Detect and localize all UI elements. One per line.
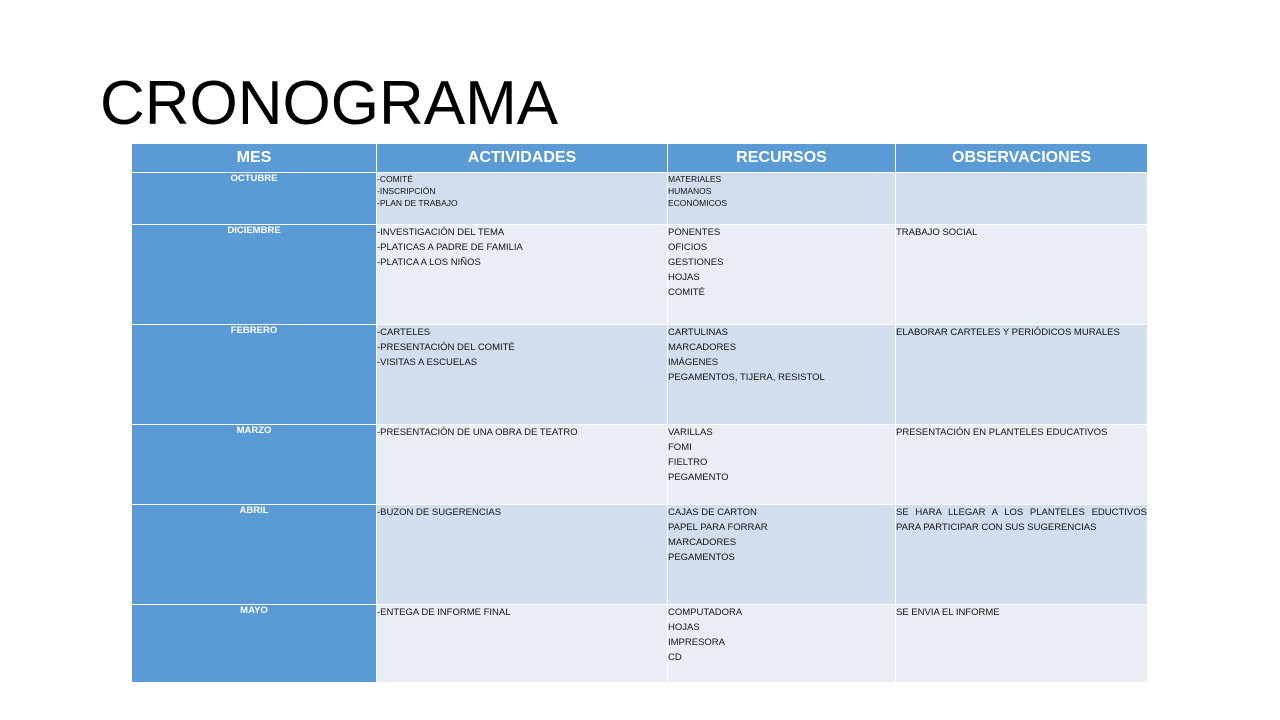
observations-cell: ELABORAR CARTELES Y PERIÓDICOS MURALES — [896, 325, 1148, 425]
resource-item: OFICIOS — [668, 242, 708, 253]
activity-item: -INSCRIPCIÓN — [377, 186, 436, 196]
resource-item: FIELTRO — [668, 457, 708, 468]
resources-cell — [668, 225, 896, 325]
header-mes: MES — [132, 144, 377, 173]
header-recursos: RECURSOS — [668, 144, 896, 173]
resource-item: CARTULINAS — [668, 327, 729, 338]
resource-item: GESTIONES — [668, 257, 724, 268]
resource-item: HUMANOS — [668, 186, 712, 196]
month-cell: ABRIL — [132, 505, 377, 605]
activity-item: -CARTELES — [377, 327, 431, 338]
resource-item: MARCADORES — [668, 537, 737, 548]
table-row — [132, 605, 1148, 683]
schedule-table — [131, 143, 1148, 683]
header-observaciones: OBSERVACIONES — [896, 144, 1148, 173]
activity-item: -INVESTIGACIÓN DEL TEMA — [377, 227, 505, 238]
activity-item: -BUZON DE SUGERENCIAS — [377, 507, 502, 518]
resource-item: HOJAS — [668, 622, 700, 633]
slide-title: CRONOGRAMA — [100, 69, 559, 138]
activity-item: -PRESENTACIÓN DE UNA OBRA DE TEATRO — [377, 427, 578, 438]
activity-item: -PLATICAS A PADRE DE FAMILIA — [377, 242, 523, 253]
resources-cell — [668, 425, 896, 505]
resource-item: CD — [668, 652, 682, 663]
activity-item: -PLAN DE TRABAJO — [377, 198, 458, 208]
resource-item: CAJAS DE CARTON — [668, 507, 757, 518]
activities-cell — [377, 325, 668, 425]
observations-cell: SE HARA LLEGAR A LOS PLANTELES EDUCTIVOS PARA PARTICIPAR CON SUS SUGERENCIAS — [896, 505, 1148, 605]
observations-cell: TRABAJO SOCIAL — [896, 225, 1148, 325]
month-cell: MAYO — [132, 605, 377, 683]
resource-item: ECONÓMICOS — [668, 198, 728, 208]
table-row — [132, 225, 1148, 325]
resource-item: PONENTES — [668, 227, 721, 238]
resource-item: IMÁGENES — [668, 357, 719, 368]
resource-item: VARILLAS — [668, 427, 713, 438]
resource-item: FOMI — [668, 442, 692, 453]
activities-cell — [377, 225, 668, 325]
resource-item: MARCADORES — [668, 342, 737, 353]
table-row — [132, 325, 1148, 425]
resource-item: COMITÉ — [668, 287, 705, 298]
table-row — [132, 505, 1148, 605]
resources-cell — [668, 325, 896, 425]
activities-cell — [377, 605, 668, 683]
observations-cell: SE ENVIA EL INFORME — [896, 605, 1148, 683]
month-cell: DICIEMBRE — [132, 225, 377, 325]
activity-item: -ENTEGA DE INFORME FINAL — [377, 607, 511, 618]
resource-item: PAPEL PARA FORRAR — [668, 522, 768, 533]
header-actividades: ACTIVIDADES — [377, 144, 668, 173]
activity-item: -VISITAS A ESCUELAS — [377, 357, 478, 368]
resource-item: PEGAMENTOS, TIJERA, RESISTOL — [668, 372, 825, 383]
resource-item: COMPUTADORA — [668, 607, 743, 618]
resource-item: MATERIALES — [668, 174, 722, 184]
resource-item: PEGAMENTOS — [668, 552, 735, 563]
activities-cell — [377, 505, 668, 605]
table-row — [132, 173, 1148, 225]
header-row — [132, 144, 1148, 173]
month-cell: OCTUBRE — [132, 173, 377, 225]
month-cell: MARZO — [132, 425, 377, 505]
activity-item: -PLATICA A LOS NIÑOS — [377, 257, 481, 268]
table-row — [132, 425, 1148, 505]
activities-cell — [377, 173, 668, 225]
resource-item: HOJAS — [668, 272, 700, 283]
resources-cell — [668, 173, 896, 225]
activities-cell — [377, 425, 668, 505]
resources-cell — [668, 505, 896, 605]
observations-cell — [896, 173, 1148, 225]
observations-cell: PRESENTACIÓN EN PLANTELES EDUCATIVOS — [896, 425, 1148, 505]
resources-cell — [668, 605, 896, 683]
resource-item: IMPRESORA — [668, 637, 726, 648]
month-cell: FEBRERO — [132, 325, 377, 425]
activity-item: -COMITÉ — [377, 174, 413, 184]
activity-item: -PRESENTACIÓN DEL COMITÉ — [377, 342, 515, 353]
resource-item: PEGAMENTO — [668, 472, 729, 483]
